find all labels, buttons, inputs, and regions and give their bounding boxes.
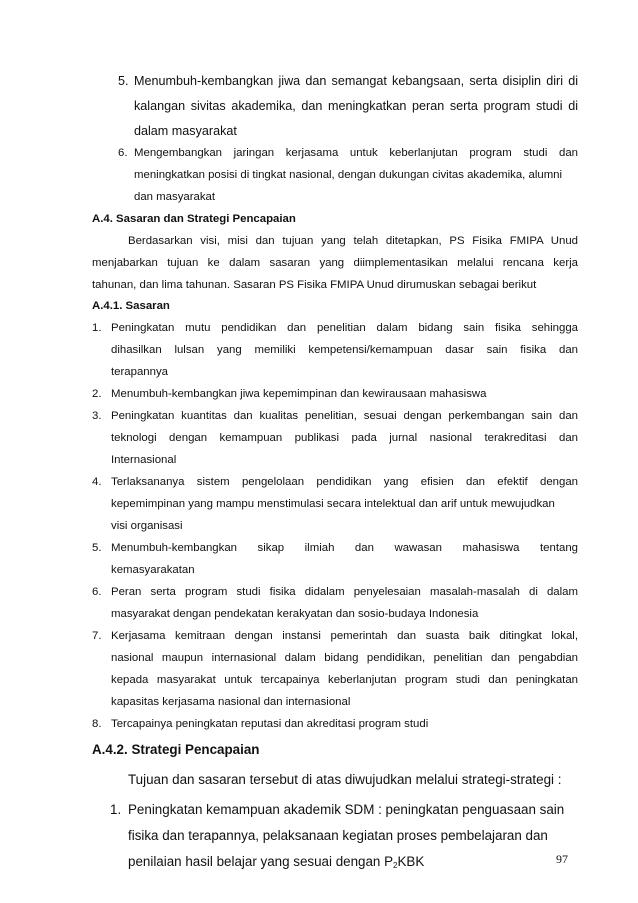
list-item-text: Peningkatan kemampuan akademik SDM : peningkatan penguasaan sain xyxy=(128,802,565,817)
list-item-text: Menumbuh-kembangkan jiwa dan semangat kebangsaan, serta disiplin diri di xyxy=(134,74,578,88)
paragraph-line: tahunan, dan lima tahunan. Sasaran PS Fisika FMIPA Unud dirumuskan sebagai berikut xyxy=(92,279,537,291)
list-item-text: Internasional xyxy=(111,454,177,466)
list-item-text: meningkatkan posisi di tingkat nasional, dengan dukungan civitas akademika, alumni xyxy=(134,169,563,181)
list-number: 5. xyxy=(92,542,102,554)
list-item-text: Mengembangkan jaringan kerjasama untuk keberlanjutan program studi dan xyxy=(134,147,578,159)
list-number: 4. xyxy=(92,476,102,488)
paragraph-line: Tujuan dan sasaran tersebut di atas diwujudkan melalui strategi-strategi : xyxy=(128,772,562,787)
list-item-text: Menumbuh-kembangkan sikap ilmiah dan wawasan mahasiswa tentang xyxy=(111,542,578,554)
list-number: 3. xyxy=(92,410,102,422)
list-item-text: Kerjasama kemitraan dengan instansi pemerintah dan suasta baik ditingkat lokal, xyxy=(111,630,578,642)
list-number: 6. xyxy=(118,147,128,159)
paragraph-line: Berdasarkan visi, misi dan tujuan yang telah ditetapkan, PS Fisika FMIPA Unud xyxy=(128,235,578,247)
list-item-text: Peningkatan kuantitas dan kualitas penelitian, sesuai dengan perkembangan sain dan xyxy=(111,410,578,422)
list-item-text: Tercapainya peningkatan reputasi dan akreditasi program studi xyxy=(111,718,429,730)
section-heading: A.4. Sasaran dan Strategi Pencapaian xyxy=(92,213,296,225)
section-heading: A.4.2. Strategi Pencapaian xyxy=(92,742,260,757)
list-item-text: kepada masyarakat untuk tercapainya keberlanjutan program studi dan peningkatan xyxy=(111,674,578,686)
page-number: 97 xyxy=(556,852,568,866)
list-item-text: kalangan sivitas akademika, dan meningkatkan peran serta program studi di xyxy=(134,99,578,113)
list-item-text: kapasitas kerjasama nasional dan internasional xyxy=(111,696,351,708)
list-number: 2. xyxy=(92,388,102,400)
list-item-text: Terlaksananya sistem pengelolaan pendidikan yang efisien dan efektif dengan xyxy=(111,476,578,488)
list-item-text: Menumbuh-kembangkan jiwa kepemimpinan dan kewirausaan mahasiswa xyxy=(111,388,487,400)
list-number: 1. xyxy=(110,802,122,817)
list-number: 7. xyxy=(92,630,102,642)
list-number: 6. xyxy=(92,586,102,598)
list-item-text xyxy=(128,854,424,870)
list-item-text: dihasilkan lulsan yang memiliki kempetensi/kemampuan dasar sain fisika dan xyxy=(111,344,578,356)
list-item-text: terapannya xyxy=(111,366,168,378)
list-number: 5. xyxy=(118,74,129,88)
paragraph-line: menjabarkan tujuan ke dalam sasaran yang diimplementasikan melalui rencana kerja xyxy=(92,257,578,269)
list-item-text: nasional maupun internasional dalam bidang pendidikan, penelitian dan pengabdian xyxy=(111,652,578,664)
list-item-text: kepemimpinan yang mampu menstimulasi secara intelektual dan arif untuk mewujudkan xyxy=(111,498,555,510)
list-item-text: teknologi dengan kemampuan publikasi pada jurnal nasional terakreditasi dan xyxy=(111,432,578,444)
list-item-text: dan masyarakat xyxy=(134,191,216,203)
subscript: 2 xyxy=(393,861,398,870)
list-item-text: dalam masyarakat xyxy=(134,124,237,138)
list-item-text: Peran serta program studi fisika didalam penyelesaian masalah-masalah di dalam xyxy=(111,586,578,598)
text-run: KBK xyxy=(397,854,425,869)
list-item-text: kemasyarakatan xyxy=(111,564,195,576)
list-number: 8. xyxy=(92,718,102,730)
list-number: 1. xyxy=(92,322,102,334)
list-item-text: Peningkatan mutu pendidikan dan penelitian dalam bidang sain fisika sehingga xyxy=(111,322,578,334)
list-item-text: masyarakat dengan pendekatan kerakyatan dan sosio-budaya Indonesia xyxy=(111,608,479,620)
list-item-text: visi organisasi xyxy=(111,520,183,532)
section-heading: A.4.1. Sasaran xyxy=(92,300,170,312)
list-item-text: fisika dan terapannya, pelaksanaan kegiatan proses pembelajaran dan xyxy=(128,828,548,843)
text-run: penilaian hasil belajar yang sesuai dengan P xyxy=(128,854,394,869)
